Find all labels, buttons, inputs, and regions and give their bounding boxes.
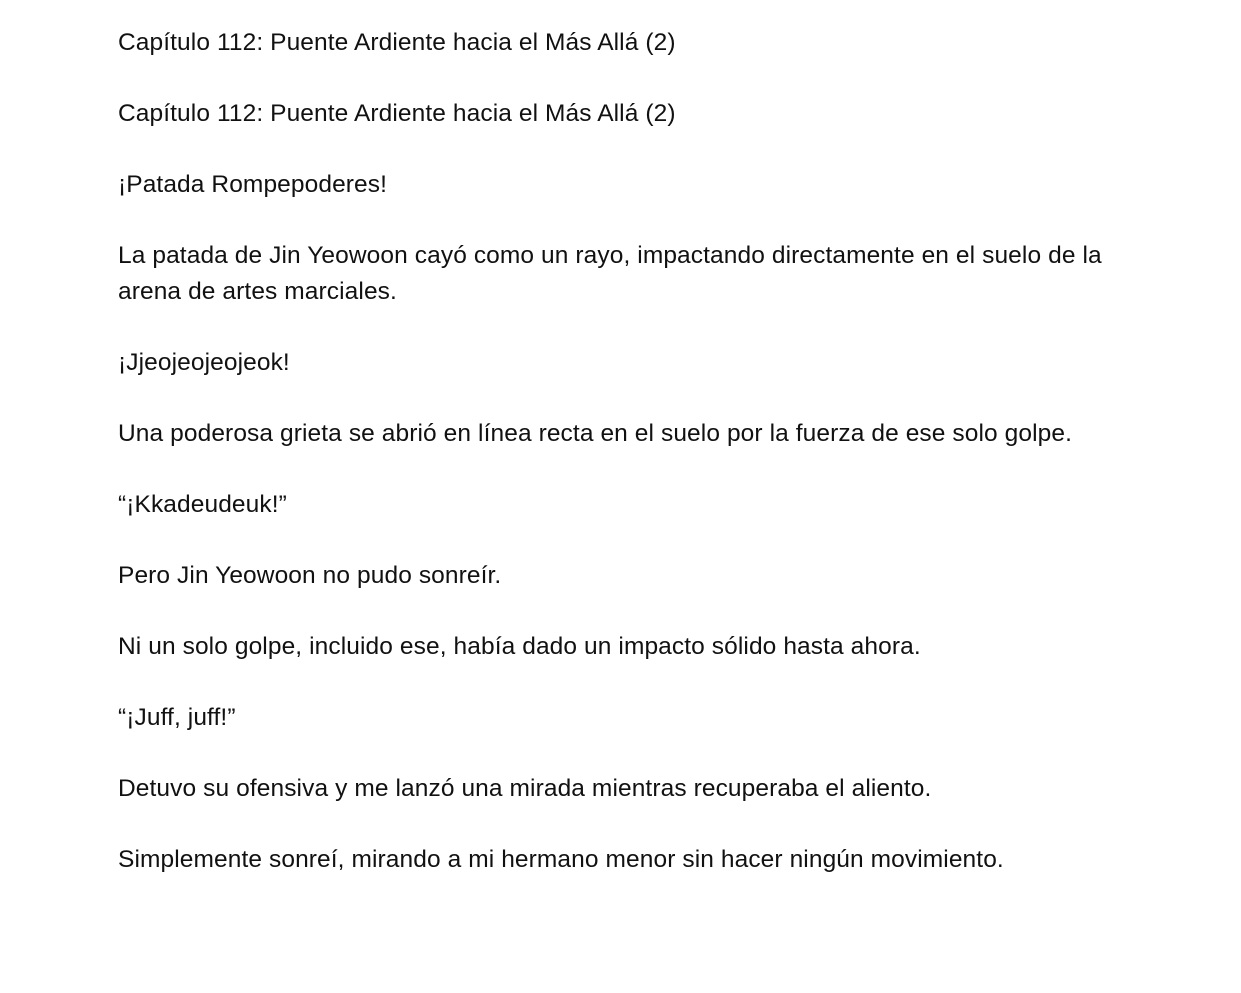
chapter-subtitle: Capítulo 112: Puente Ardiente hacia el Más Allá (2) bbox=[118, 100, 676, 127]
document-page bbox=[118, 25, 1128, 913]
paragraph: ¡Jjeojeojeojeok! bbox=[118, 348, 290, 376]
paragraph: La patada de Jin Yeowoon cayó como un rayo, impactando directamente en el suelo de la arena de artes marciales. bbox=[118, 242, 1102, 305]
chapter-title: Capítulo 112: Puente Ardiente hacia el Más Allá (2) bbox=[118, 29, 676, 56]
paragraph: Detuvo su ofensiva y me lanzó una mirada mientras recuperaba el aliento. bbox=[118, 774, 932, 802]
paragraph: Pero Jin Yeowoon no pudo sonreír. bbox=[118, 561, 502, 589]
paragraph: “¡Juff, juff!” bbox=[118, 703, 236, 731]
paragraph: Simplemente sonreí, mirando a mi hermano menor sin hacer ningún movimiento. bbox=[118, 845, 1004, 873]
paragraph: Una poderosa grieta se abrió en línea recta en el suelo por la fuerza de ese solo golpe. bbox=[118, 419, 1073, 447]
paragraph: Ni un solo golpe, incluido ese, había dado un impacto sólido hasta ahora. bbox=[118, 632, 921, 660]
paragraph: ¡Patada Rompepoderes! bbox=[118, 171, 388, 198]
paragraph: “¡Kkadeudeuk!” bbox=[118, 490, 287, 518]
